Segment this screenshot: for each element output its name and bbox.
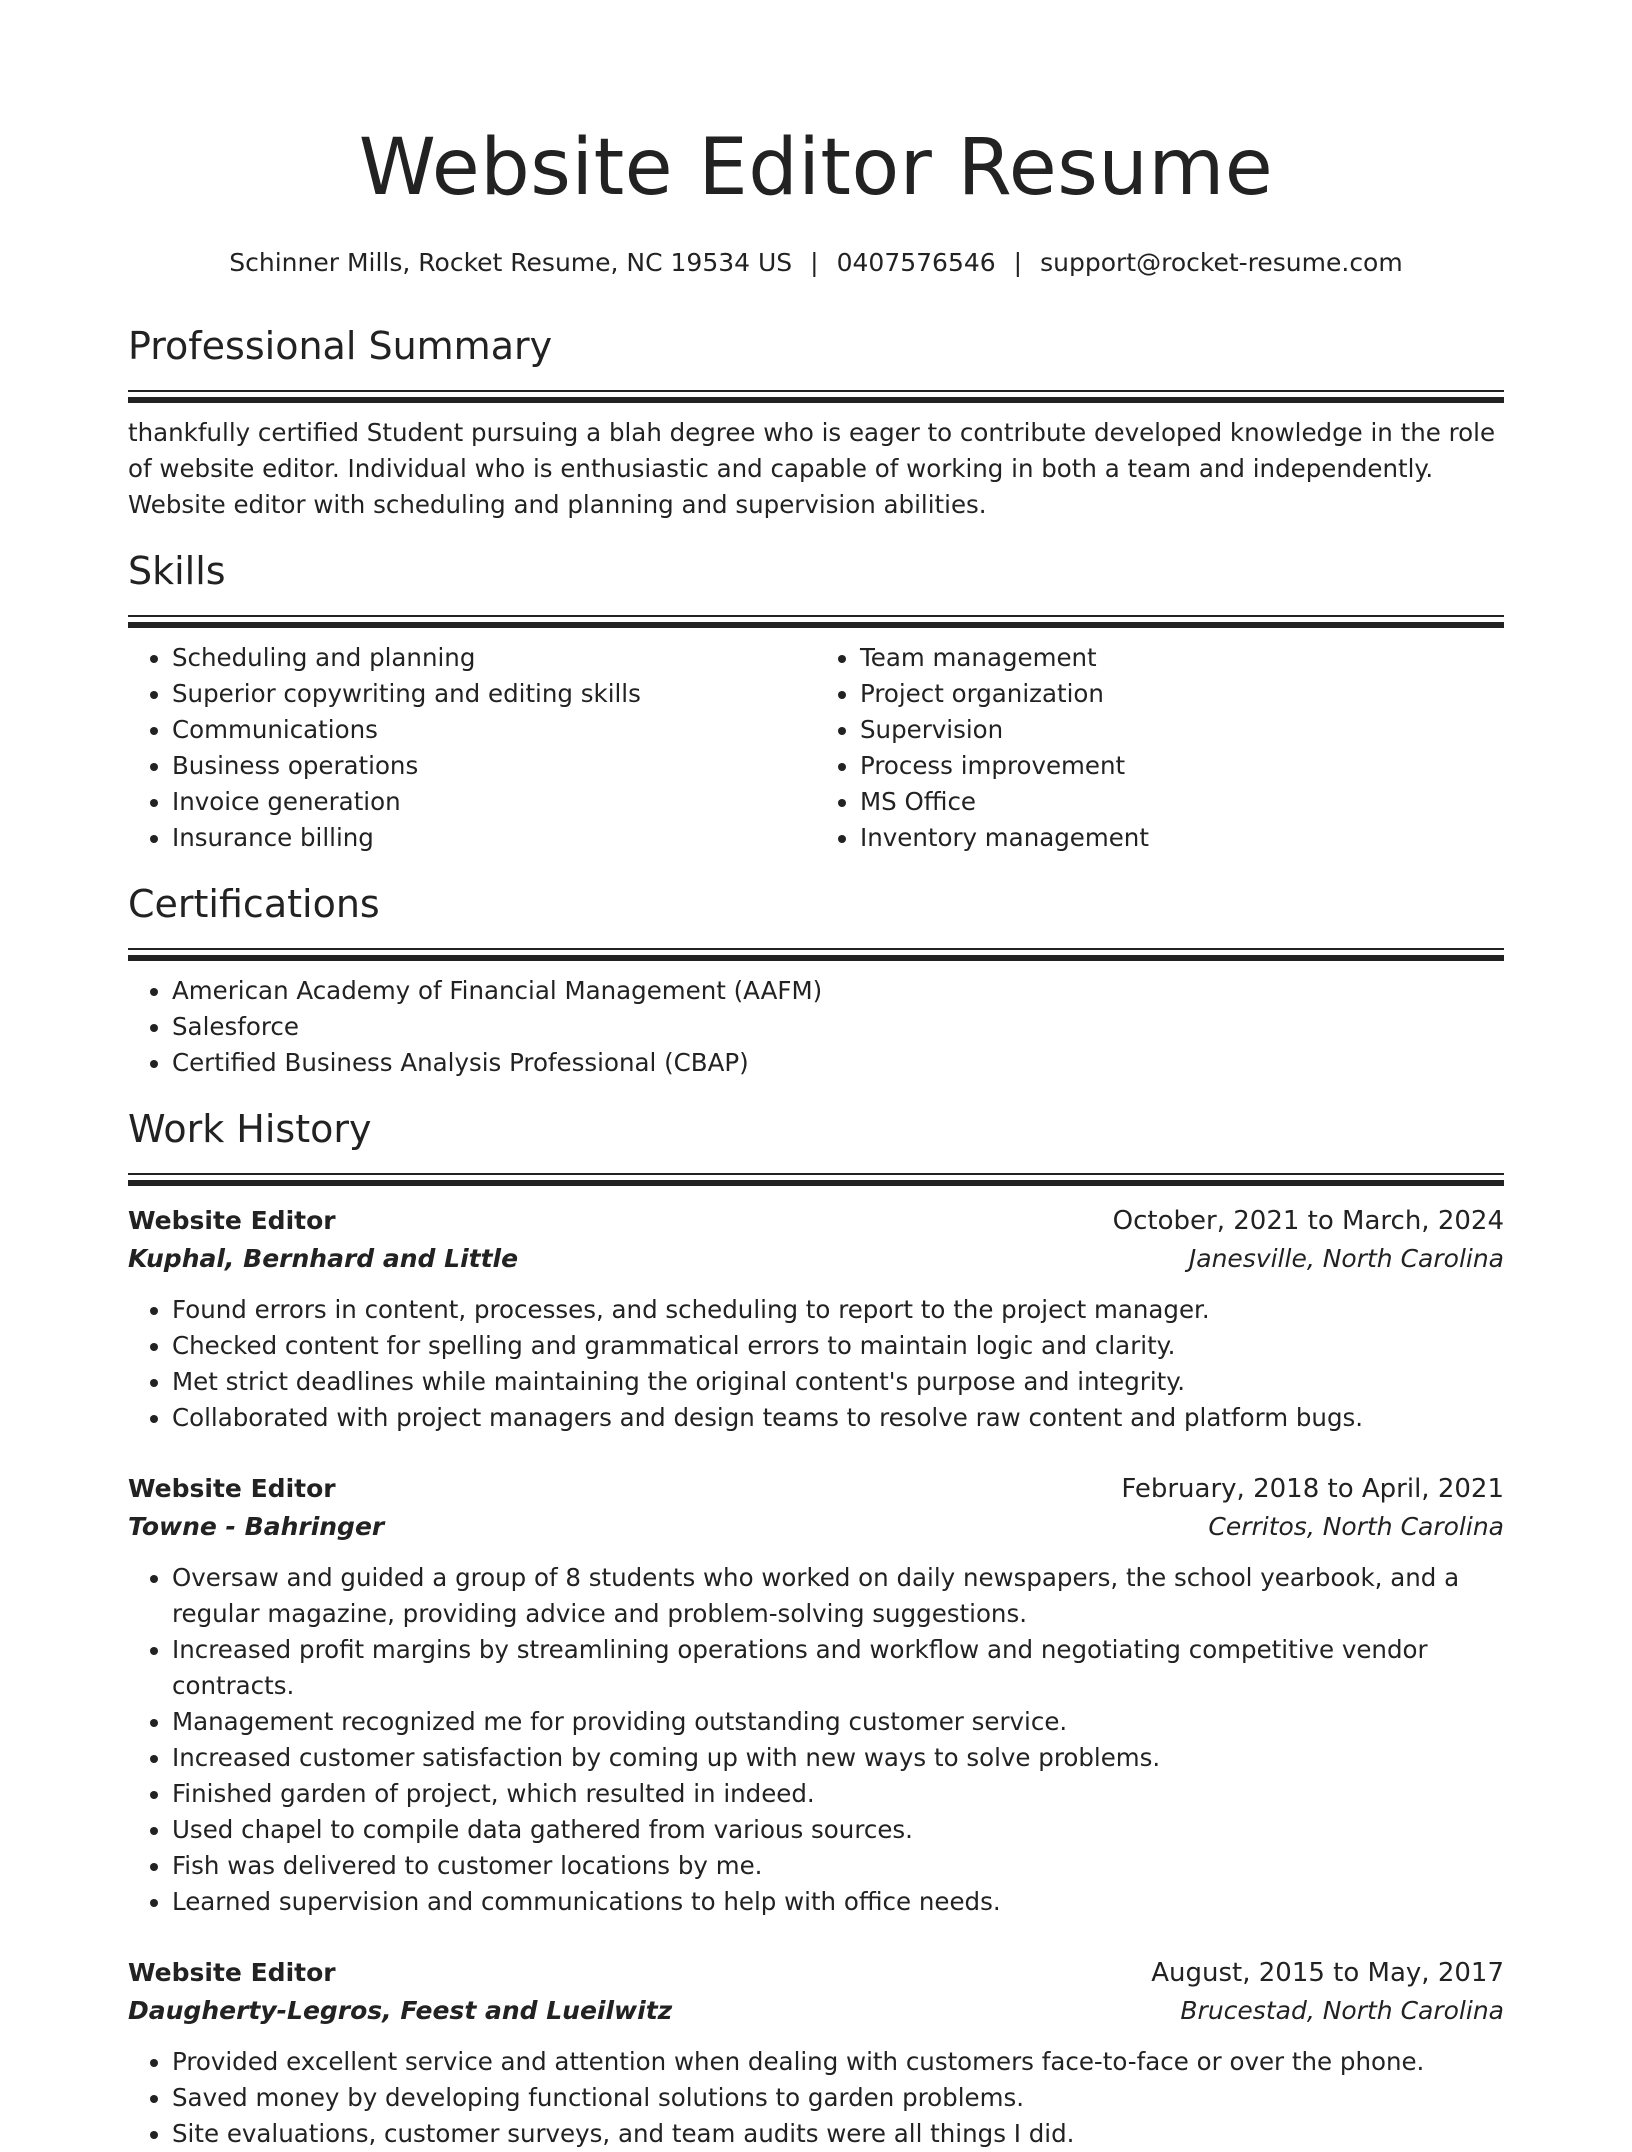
job-bullet: • Collaborated with project managers and design teams to resolve raw content and platform bugs. [172, 1400, 1504, 1436]
job-bullet: • Finished garden of project, which resulted in indeed. [172, 1776, 1504, 1812]
summary-text: thankfully certified Student pursuing a blah degree who is eager to contribute developed knowledge in the role of website editor. Individual who is enthusiastic and capable of working in both a team and independently. Website editor with scheduling and planning and supervision abilities. [128, 418, 1496, 519]
contact-address: Schinner Mills, Rocket Resume, NC 19534 US [229, 248, 793, 277]
skills-section [128, 545, 1504, 856]
work-history-heading: Work History [128, 1107, 372, 1151]
job-bullet: • Saved money by developing functional solutions to garden problems. [172, 2080, 1504, 2116]
job-location: Cerritos, North Carolina [1208, 1512, 1504, 1541]
skills-grid [128, 640, 1504, 856]
job-dates: February, 2018 to April, 2021 [1121, 1474, 1504, 1504]
job-company: Kuphal, Bernhard and Little [128, 1244, 519, 1273]
job-title: Website Editor [128, 1958, 336, 1987]
skill-item: • Team management [860, 640, 1504, 676]
job-company: Towne - Bahringer [128, 1512, 385, 1541]
skills-list-left [128, 640, 816, 856]
skill-item: • Insurance billing [172, 820, 816, 856]
job-bullet: • Used chapel to compile data gathered from various sources. [172, 1812, 1504, 1848]
skills-heading: Skills [128, 549, 226, 593]
job-bullet: • Increased profit margins by streamlining operations and workflow and negotiating competitive vendor contracts. [172, 1632, 1504, 1704]
skill-item: • Scheduling and planning [172, 640, 816, 676]
contact-email: support@rocket-resume.com [1040, 248, 1403, 277]
job-bullet: • Provided excellent service and attention when dealing with customers face-to-face or over the phone. [172, 2044, 1504, 2080]
certifications-section [128, 878, 1504, 1081]
certification-item: • Certified Business Analysis Professional (CBAP) [172, 1045, 1504, 1081]
certifications-list [128, 973, 1504, 1081]
skill-item: • Business operations [172, 748, 816, 784]
certifications-heading: Certifications [128, 882, 380, 926]
job-bullet: • Site evaluations, customer surveys, and team audits were all things I did. [172, 2116, 1504, 2152]
skill-item: • Supervision [860, 712, 1504, 748]
section-divider [128, 390, 1504, 403]
job-bullet: • Management recognized me for providing outstanding customer service. [172, 1704, 1504, 1740]
skill-item: • Project organization [860, 676, 1504, 712]
summary-section [128, 320, 1504, 523]
job-bullet: • Checked content for spelling and grammatical errors to maintain logic and clarity. [172, 1328, 1504, 1364]
skills-list-right [816, 640, 1504, 856]
work-history-section [128, 1103, 1504, 2152]
job-entry [128, 1470, 1504, 1920]
job-bullet: • Fish was delivered to customer locations by me. [172, 1848, 1504, 1884]
job-entry [128, 1202, 1504, 1436]
skill-item: • Inventory management [860, 820, 1504, 856]
job-dates: August, 2015 to May, 2017 [1151, 1958, 1504, 1988]
certification-item: • American Academy of Financial Management (AAFM) [172, 973, 1504, 1009]
job-title: Website Editor [128, 1474, 336, 1503]
skill-item: • MS Office [860, 784, 1504, 820]
job-bullet: • Increased customer satisfaction by coming up with new ways to solve problems. [172, 1740, 1504, 1776]
job-location: Janesville, North Carolina [1188, 1244, 1504, 1273]
job-title: Website Editor [128, 1206, 336, 1235]
job-entry [128, 1954, 1504, 2152]
skill-item: • Communications [172, 712, 816, 748]
job-dates: October, 2021 to March, 2024 [1112, 1206, 1504, 1236]
summary-heading: Professional Summary [128, 324, 553, 368]
job-bullet: • Learned supervision and communications to help with office needs. [172, 1884, 1504, 1920]
job-company: Daugherty-Legros, Feest and Lueilwitz [128, 1996, 673, 2025]
certification-item: • Salesforce [172, 1009, 1504, 1045]
contact-line [128, 246, 1504, 280]
job-bullets [128, 1560, 1504, 1920]
contact-separator: | [1013, 248, 1023, 277]
job-bullet: • Oversaw and guided a group of 8 students who worked on daily newspapers, the school yearbook, and a regular magazine, providing advice and problem-solving suggestions. [172, 1560, 1504, 1632]
job-bullets [128, 2044, 1504, 2152]
skill-item: • Superior copywriting and editing skills [172, 676, 816, 712]
job-location: Brucestad, North Carolina [1180, 1996, 1504, 2025]
section-divider [128, 615, 1504, 628]
skill-item: • Process improvement [860, 748, 1504, 784]
job-bullet: • Found errors in content, processes, and scheduling to report to the project manager. [172, 1292, 1504, 1328]
contact-phone: 0407576546 [836, 248, 996, 277]
skill-item: • Invoice generation [172, 784, 816, 820]
contact-separator: | [810, 248, 819, 277]
section-divider [128, 1173, 1504, 1186]
job-bullets [128, 1292, 1504, 1436]
section-divider [128, 948, 1504, 961]
job-bullet: • Met strict deadlines while maintaining the original content's purpose and integrity. [172, 1364, 1504, 1400]
page-title: Website Editor Resume [358, 123, 1274, 213]
